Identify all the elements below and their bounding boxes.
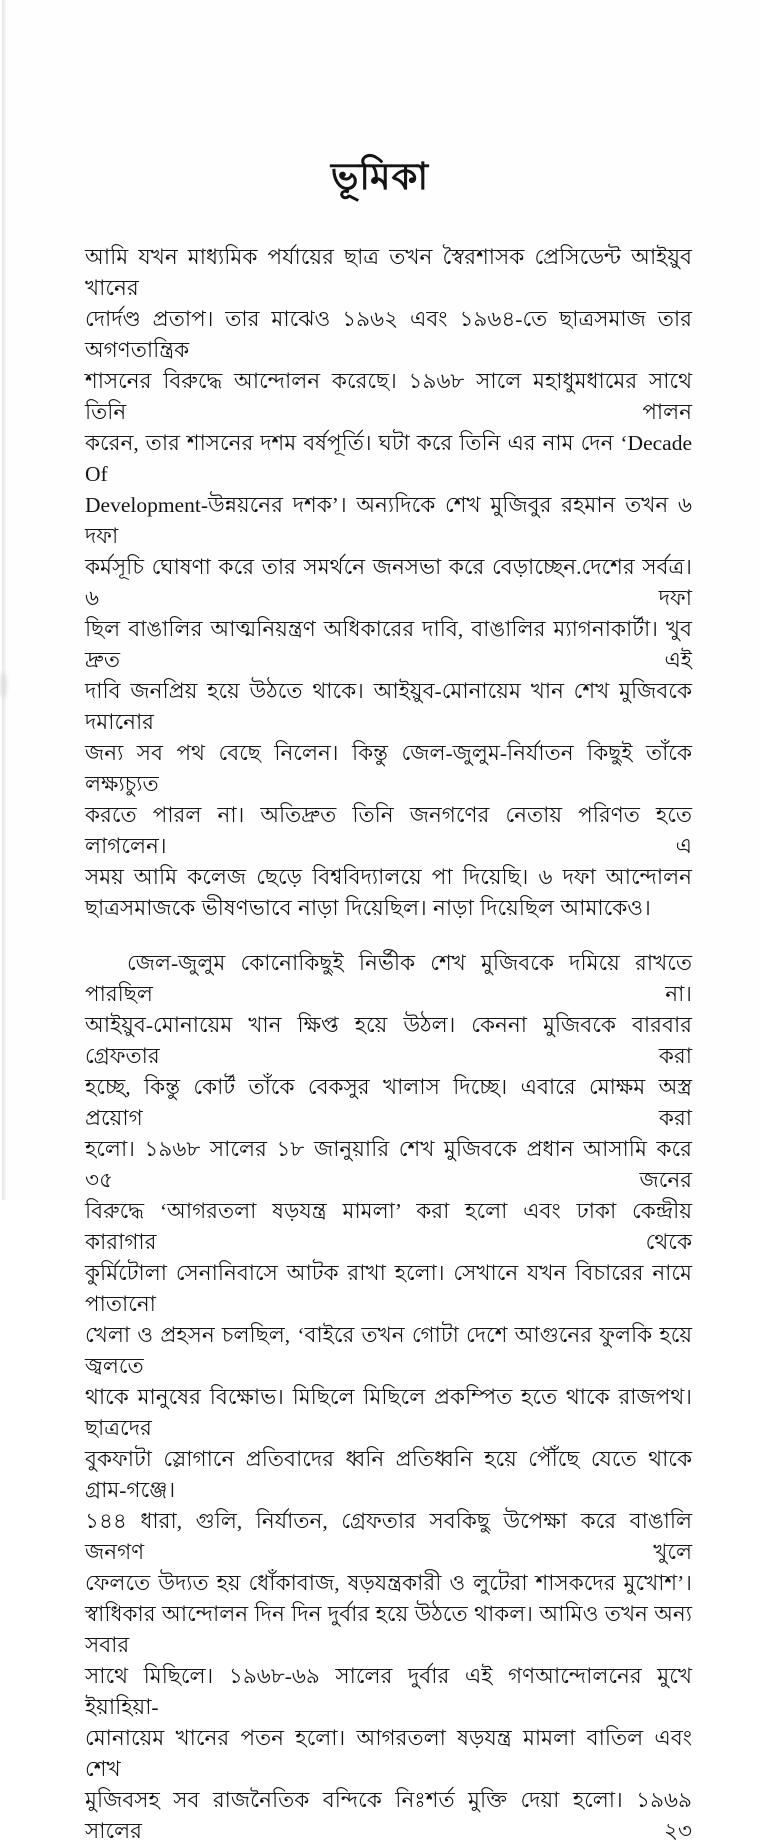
text-line: শাসনের বিরুদ্ধে আন্দোলন করেছে। ১৯৬৮ সালে মহাধুমধামের সাথে তিনি পালন — [85, 369, 692, 425]
paragraph — [85, 242, 692, 924]
text-line: স্বাধিকার আন্দোলন দিন দিন দুর্বার হয়ে উঠতে থাকল। আমিও তখন অন্য সবার — [85, 1602, 692, 1658]
text-line: ১৪৪ ধারা, গুলি, নির্যাতন, গ্রেফতার সবকিছু উপেক্ষা করে বাঙালি জনগণ খুলে — [85, 1509, 692, 1565]
text-line: সাথে মিছিলে। ১৯৬৮-৬৯ সালের দুর্বার এই গণআন্দোলনের মুখে ইয়াহিয়া- — [85, 1664, 692, 1720]
text-line: হচ্ছে, কিন্তু কোর্ট তাঁকে বেকসুর খালাস দিচ্ছে। এবারে মোক্ষম অস্ত্র প্রয়োগ করা — [85, 1075, 692, 1131]
text-line: সময় আমি কলেজ ছেড়ে বিশ্ববিদ্যালয়ে পা দিয়েছি। ৬ দফা আন্দোলন — [85, 865, 692, 890]
text-line: দোর্দণ্ড প্রতাপ। তার মাঝেও ১৯৬২ এবং ১৯৬৪-তে ছাত্রসমাজ তার অগণতান্ত্রিক — [85, 307, 692, 363]
text-line: হলো। ১৯৬৮ সালের ১৮ জানুয়ারি শেখ মুজিবকে প্রধান আসামি করে ৩৫ জনের — [85, 1137, 692, 1193]
page-body — [85, 242, 692, 1847]
text-line: করতে পারল না। অতিদ্রুত তিনি জনগণের নেতায় পরিণত হতে লাগলেন। এ — [85, 803, 692, 859]
scan-edge-shadow — [2, 0, 6, 1200]
text-line: ফেলতে উদ্যত হয় ধোঁকাবাজ, ষড়যন্ত্রকারী ও লুটেরা শাসকদের মুখোশ’। — [85, 1571, 692, 1596]
text-line: বুকফাটা স্লোগানে প্রতিবাদের ধ্বনি প্রতিধ্বনি হয়ে পৌঁছে যেতে থাকে গ্রাম-গঞ্জে। — [85, 1447, 692, 1503]
text-line: জেল-জুলুম কোনোকিছুই নির্ভীক শেখ মুজিবকে দমিয়ে রাখতে পারছিল না। — [85, 951, 692, 1007]
text-line: কুর্মিটোলা সেনানিবাসে আটক রাখা হলো। সেখানে যখন বিচারের নামে পাতানো — [85, 1261, 692, 1317]
text-line: আমি যখন মাধ্যমিক পর্যায়ের ছাত্র তখন স্বৈরশাসক প্রেসিডেন্ট আইয়ুব খানের — [85, 245, 692, 301]
text-line: খেলা ও প্রহসন চলছিল, ‘বাইরে তখন গোটা দেশে আগুনের ফুলকি হয়ে জ্বলতে — [85, 1323, 692, 1379]
chapter-title: ভূমিকা — [330, 157, 430, 198]
text-line: Development-উন্নয়নের দশক’। অন্যদিকে শেখ মুজিবুর রহমান তখন ৬ দফা — [85, 493, 692, 549]
paragraph — [85, 948, 692, 1847]
text-line: ছিল বাঙালির আত্মনিয়ন্ত্রণ অধিকারের দাবি, বাঙালির ম্যাগনাকার্টা। খুব দ্রুত এই — [85, 617, 692, 673]
text-line: করেন, তার শাসনের দশম বর্ষপূর্তি। ঘটা করে তিনি এর নাম দেন ‘Decade Of — [85, 431, 692, 487]
text-line: জন্য সব পথ বেছে নিলেন। কিন্তু জেল-জুলুম-নির্যাতন কিছুই তাঁকে লক্ষ্যচ্যুত — [85, 741, 692, 797]
text-line: ছাত্রসমাজকে ভীষণভাবে নাড়া দিয়েছিল। নাড়া দিয়েছিল আমাকেও। — [85, 896, 651, 921]
scan-smudge — [0, 672, 7, 698]
text-line: বিরুদ্ধে ‘আগরতলা ষড়যন্ত্র মামলা’ করা হলো এবং ঢাকা কেন্দ্রীয় কারাগার থেকে — [85, 1199, 692, 1255]
text-line: কর্মসূচি ঘোষণা করে তার সমর্থনে জনসভা করে বেড়াচ্ছেন.দেশের সর্বত্র। ৬ দফা — [85, 555, 692, 611]
text-line: মোনায়েম খানের পতন হলো। আগরতলা ষড়যন্ত্র মামলা বাতিল এবং শেখ — [85, 1726, 692, 1782]
text-line: আইয়ুব-মোনায়েম খান ক্ষিপ্ত হয়ে উঠল। কেননা মুজিবকে বারবার গ্রেফতার করা — [85, 1013, 692, 1069]
text-line: থাকে মানুষের বিক্ষোভ। মিছিলে মিছিলে প্রকম্পিত হতে থাকে রাজপথ। ছাত্রদের — [85, 1385, 692, 1441]
text-line: মুজিবসহ সব রাজনৈতিক বন্দিকে নিঃশর্ত মুক্তি দেয়া হলো। ১৯৬৯ সালের ২৩ — [85, 1788, 692, 1844]
text-line: দাবি জনপ্রিয় হয়ে উঠতে থাকে। আইয়ুব-মোনায়েম খান শেখ মুজিবকে দমানোর — [85, 679, 692, 735]
